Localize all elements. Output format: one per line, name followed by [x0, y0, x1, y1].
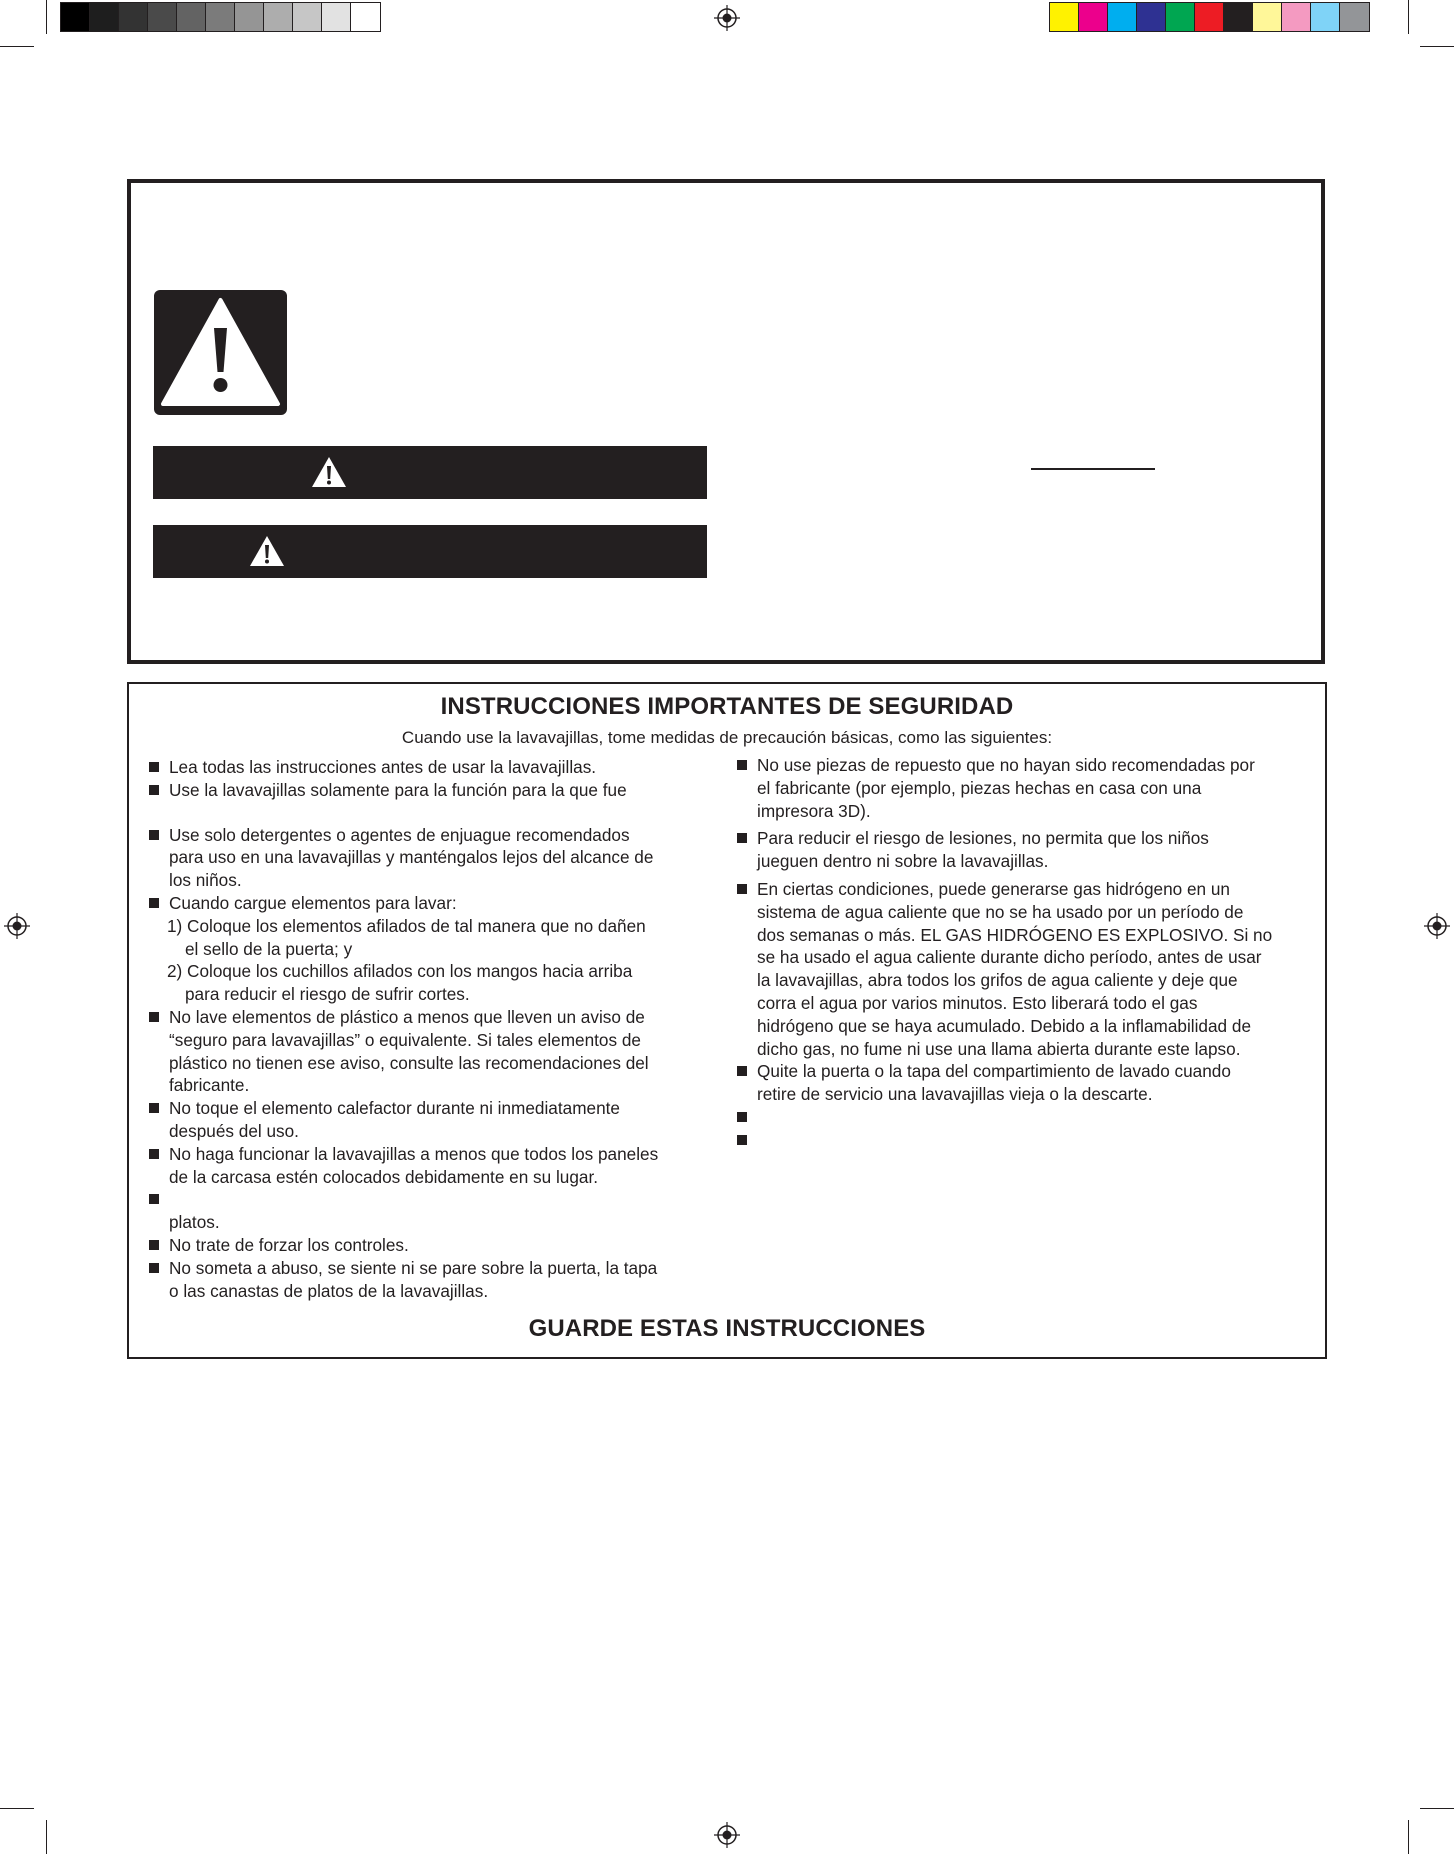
bullet-square-icon	[149, 1012, 159, 1022]
item-continuation	[737, 800, 1297, 823]
bullet-square-icon	[149, 1103, 159, 1113]
crop-mark	[46, 1820, 47, 1854]
item-text: No use piezas de repuesto que no hayan sido recomendadas por	[757, 755, 1255, 775]
gray-swatch	[90, 3, 119, 31]
item-text: para reducir el riesgo de sufrir cortes.	[185, 984, 470, 1005]
bullet-item	[149, 1143, 689, 1166]
bullet-item	[149, 756, 689, 779]
registration-mark-icon	[714, 5, 740, 31]
color-swatch	[1282, 3, 1311, 31]
safety-title: INSTRUCCIONES IMPORTANTES DE SEGURIDAD	[440, 693, 1014, 720]
item-continuation	[737, 1015, 1297, 1038]
item-continuation	[149, 938, 689, 961]
item-text: 1) Coloque los elementos afilados de tal manera que no dañen	[167, 915, 646, 936]
crop-mark	[0, 1808, 34, 1809]
warning-signal-bar	[153, 525, 707, 578]
item-text: impresora 3D).	[757, 800, 871, 821]
color-swatch	[1340, 3, 1369, 31]
item-continuation	[149, 915, 689, 938]
bullet-item	[149, 1006, 689, 1029]
bullet-item	[149, 1097, 689, 1120]
bullet-square-icon	[737, 1066, 747, 1076]
bullet-square-icon	[737, 1135, 747, 1145]
bullet-square-icon	[149, 762, 159, 772]
item-continuation	[737, 850, 1297, 873]
item-text: o las canastas de platos de la lavavajillas.	[169, 1280, 489, 1301]
warning-box	[127, 179, 1325, 664]
bullet-square-icon	[149, 785, 159, 795]
bullet-square-icon	[149, 830, 159, 840]
bullet-square-icon	[737, 884, 747, 894]
gray-swatch	[264, 3, 293, 31]
bullet-square-icon	[149, 1240, 159, 1250]
item-text: Use solo detergentes o agentes de enjuague recomendados	[169, 824, 630, 845]
item-text: platos.	[169, 1212, 220, 1233]
safety-intro: Cuando use la lavavajillas, tome medidas de precaución básicas, como las siguientes:	[401, 728, 1053, 747]
color-swatch	[1253, 3, 1282, 31]
gray-swatch	[206, 3, 235, 31]
color-calibration-bar	[1049, 2, 1370, 32]
item-text: jueguen dentro ni sobre la lavavajillas.	[757, 851, 1049, 872]
text-underline	[1031, 468, 1155, 470]
bullet-item	[149, 779, 689, 802]
item-text: En ciertas condiciones, puede generarse gas hidrógeno en un	[757, 878, 1230, 899]
item-continuation	[149, 1166, 689, 1189]
gray-swatch	[177, 3, 206, 31]
crop-mark	[1408, 0, 1409, 34]
warning-symbol-icon	[154, 290, 287, 415]
item-text: para uso en una lavavajillas y manténgalos lejos del alcance de	[169, 847, 654, 868]
crop-mark	[1408, 1820, 1409, 1854]
gray-swatch	[235, 3, 264, 31]
item-text: retire de servicio una lavavajillas vieja o la descarte.	[757, 1084, 1153, 1105]
left-instructions-column	[149, 756, 689, 1302]
bullet-item	[737, 754, 1297, 777]
item-text: No toque el elemento calefactor durante ni inmediatamente	[169, 1098, 620, 1119]
item-text: No haga funcionar la lavavajillas a menos que todos los paneles	[169, 1143, 659, 1164]
item-text: los niños.	[169, 870, 242, 891]
item-continuation	[737, 924, 1297, 947]
item-text: Cuando cargue elementos para lavar:	[169, 892, 457, 913]
gray-swatch	[148, 3, 177, 31]
item-text: plástico no tienen ese aviso, consulte las recomendaciones del	[169, 1052, 649, 1073]
color-swatch	[1137, 3, 1166, 31]
item-text: 2) Coloque los cuchillos afilados con los mangos hacia arriba	[167, 961, 633, 982]
item-text: No trate de forzar los controles.	[169, 1234, 409, 1255]
item-text: el sello de la puerta; y	[185, 938, 353, 959]
bullet-square-icon	[149, 1194, 159, 1204]
save-instructions-footer: GUARDE ESTAS INSTRUCCIONES	[528, 1315, 926, 1342]
item-text: Lea todas las instrucciones antes de usar la lavavajillas.	[169, 757, 597, 777]
item-continuation	[149, 869, 689, 892]
bullet-item	[737, 1129, 1297, 1152]
item-text: el fabricante (por ejemplo, piezas hechas en casa con una	[757, 777, 1202, 798]
item-text: No someta a abuso, se siente ni se pare sobre la puerta, la tapa	[169, 1257, 658, 1278]
danger-signal-bar	[153, 446, 707, 499]
crop-mark	[46, 0, 47, 34]
item-text: dicho gas, no fume ni use una llama abierta durante este lapso.	[757, 1038, 1241, 1059]
right-instructions-column	[737, 754, 1297, 1152]
item-text: después del uso.	[169, 1120, 299, 1141]
bullet-square-icon	[737, 760, 747, 770]
color-swatch	[1311, 3, 1340, 31]
small-warning-icon	[310, 455, 348, 489]
bullet-square-icon	[737, 833, 747, 843]
item-continuation	[149, 1280, 689, 1303]
grayscale-calibration-bar	[60, 2, 381, 32]
item-text: No lave elementos de plástico a menos que lleven un aviso de	[169, 1006, 645, 1027]
gray-swatch	[293, 3, 322, 31]
spacer	[149, 802, 689, 824]
item-text: la lavavajillas, abra todos los grifos de agua caliente y deje que	[757, 970, 1238, 991]
item-continuation	[149, 1120, 689, 1143]
bullet-item	[737, 878, 1297, 901]
color-swatch	[1195, 3, 1224, 31]
bullet-item	[149, 1188, 689, 1211]
color-swatch	[1050, 3, 1079, 31]
item-text: Quite la puerta o la tapa del compartimiento de lavado cuando	[757, 1061, 1231, 1082]
crop-mark	[1420, 46, 1454, 47]
item-continuation	[737, 901, 1297, 924]
item-text: se ha usado el agua caliente durante dicho período, antes de usar	[757, 947, 1262, 968]
item-text: Use la lavavajillas solamente para la función para la que fue	[169, 779, 627, 800]
item-continuation	[149, 1211, 689, 1234]
registration-mark-icon	[714, 1822, 740, 1848]
gray-swatch	[351, 3, 380, 31]
bullet-item	[149, 824, 689, 847]
item-text: de la carcasa estén colocados debidamente en su lugar.	[169, 1166, 599, 1187]
color-swatch	[1108, 3, 1137, 31]
bullet-item	[737, 1106, 1297, 1129]
item-continuation	[737, 992, 1297, 1015]
item-text: dos semanas o más. EL GAS HIDRÓGENO ES EXPLOSIVO. Si no	[757, 924, 1273, 945]
bullet-item	[149, 1234, 689, 1257]
bullet-square-icon	[149, 898, 159, 908]
bullet-item	[149, 892, 689, 915]
item-continuation	[149, 983, 689, 1006]
item-text: Para reducir el riesgo de lesiones, no permita que los niños	[757, 828, 1209, 849]
bullet-square-icon	[737, 1112, 747, 1122]
item-text: corra el agua por varios minutos. Esto liberará todo el gas	[757, 992, 1198, 1013]
bullet-item	[737, 1060, 1297, 1083]
item-continuation	[149, 960, 689, 983]
item-continuation	[737, 1038, 1297, 1061]
bullet-square-icon	[149, 1263, 159, 1273]
bullet-item	[149, 1257, 689, 1280]
item-continuation	[737, 777, 1297, 800]
registration-mark-icon	[4, 913, 30, 939]
registration-mark-icon	[1424, 913, 1450, 939]
crop-mark	[1420, 1808, 1454, 1809]
gray-swatch	[119, 3, 148, 31]
bullet-item	[737, 827, 1297, 850]
item-continuation	[149, 1052, 689, 1075]
item-text: “seguro para lavavajillas” o equivalente. Si tales elementos de	[169, 1029, 641, 1050]
item-text: hidrógeno que se haya acumulado. Debido a la inflamabilidad de	[757, 1015, 1252, 1036]
item-continuation	[737, 1083, 1297, 1106]
small-warning-icon	[248, 534, 286, 568]
gray-swatch	[322, 3, 351, 31]
item-text: fabricante.	[169, 1075, 250, 1096]
color-swatch	[1079, 3, 1108, 31]
item-continuation	[737, 946, 1297, 969]
item-continuation	[149, 1074, 689, 1097]
item-continuation	[737, 969, 1297, 992]
item-text: sistema de agua caliente que no se ha usado por un período de	[757, 901, 1244, 922]
item-continuation	[149, 1029, 689, 1052]
gray-swatch	[61, 3, 90, 31]
item-continuation	[149, 846, 689, 869]
crop-mark	[0, 46, 34, 47]
color-swatch	[1166, 3, 1195, 31]
bullet-square-icon	[149, 1149, 159, 1159]
color-swatch	[1224, 3, 1253, 31]
